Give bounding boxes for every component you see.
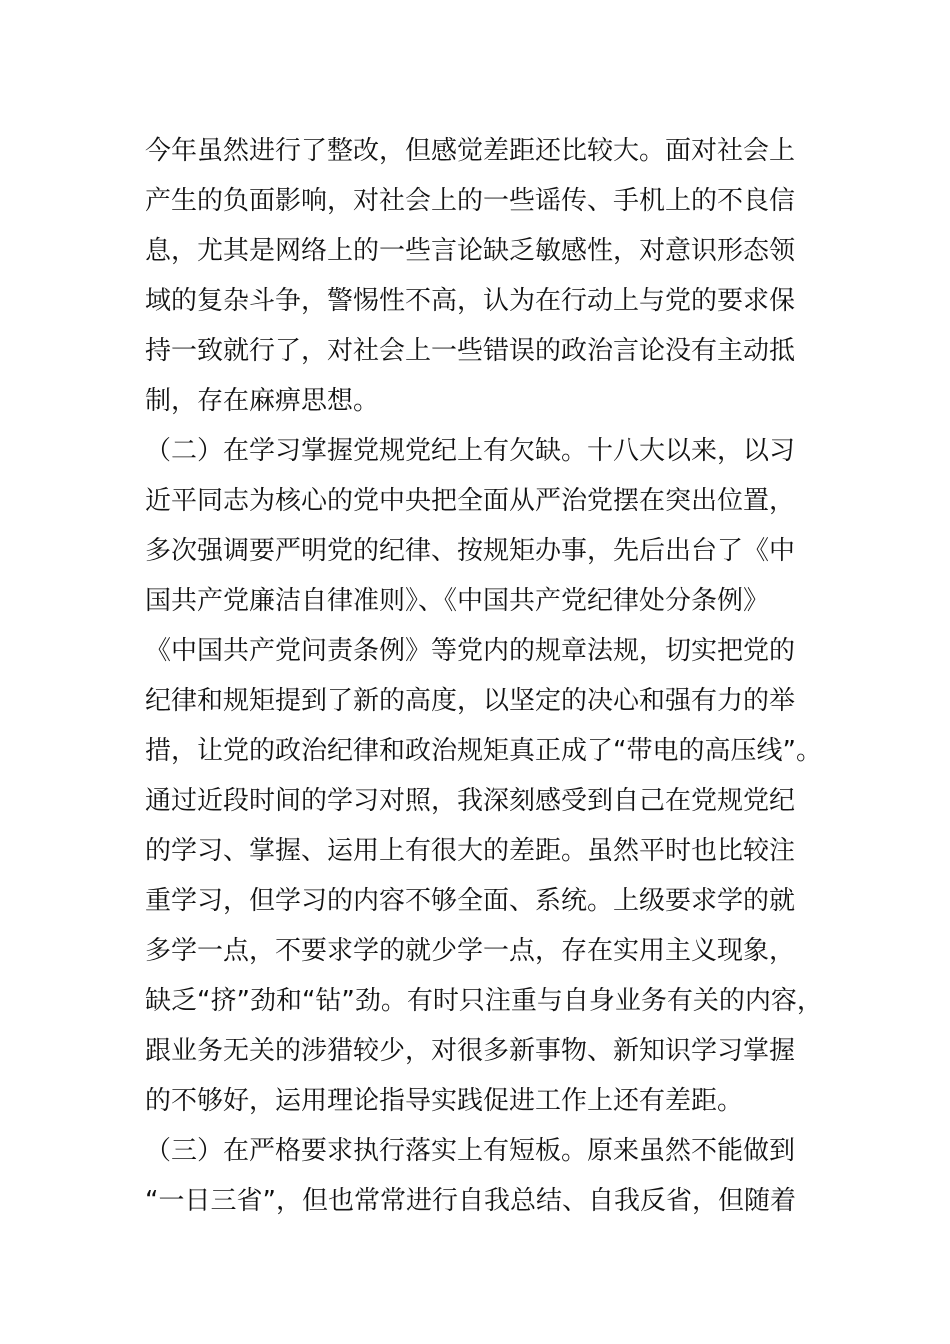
text-line: 跟业务无关的涉猎较少，对很多新事物、新知识学习掌握 — [145, 1036, 796, 1066]
text-line: 国共产党廉洁自律准则》、《中国共产党纪律处分条例》 — [145, 586, 770, 616]
text-line: 纪律和规矩提到了新的高度，以坚定的决心和强有力的举 — [145, 686, 796, 716]
text-line: 《中国共产党问责条例》等党内的规章法规，切实把党的 — [145, 636, 796, 666]
text-line: 多次强调要严明党的纪律、按规矩办事，先后出台了《中 — [145, 536, 796, 566]
section-heading-line: （三）在严格要求执行落实上有短板。原来虽然不能做到 — [145, 1136, 796, 1166]
section-heading-line: （二）在学习掌握党规党纪上有欠缺。十八大以来，以习 — [145, 436, 796, 466]
text-line: 近平同志为核心的党中央把全面从严治党摆在突出位置， — [145, 486, 796, 516]
text-line: 缺乏“挤”劲和“钻”劲。有时只注重与自身业务有关的内容， — [145, 986, 823, 1016]
text-line: 制，存在麻痹思想。 — [145, 386, 380, 416]
text-line: 持一致就行了，对社会上一些错误的政治言论没有主动抵 — [145, 336, 796, 366]
text-line: 的不够好，运用理论指导实践促进工作上还有差距。 — [145, 1086, 744, 1116]
text-line: 通过近段时间的学习对照，我深刻感受到自己在党规党纪 — [145, 786, 796, 816]
text-line: 多学一点，不要求学的就少学一点，存在实用主义现象， — [145, 936, 796, 966]
text-line: 重学习，但学习的内容不够全面、系统。上级要求学的就 — [145, 886, 796, 916]
text-line: 的学习、掌握、运用上有很大的差距。虽然平时也比较注 — [145, 836, 796, 866]
text-line: “一日三省”，但也常常进行自我总结、自我反省，但随着 — [145, 1186, 796, 1216]
text-line: 域的复杂斗争，警惕性不高，认为在行动上与党的要求保 — [145, 286, 796, 316]
text-line: 措，让党的政治纪律和政治规矩真正成了“带电的高压线”。 — [145, 736, 822, 766]
document-body — [145, 126, 845, 1226]
text-line: 产生的负面影响，对社会上的一些谣传、手机上的不良信 — [145, 186, 796, 216]
text-line: 今年虽然进行了整改，但感觉差距还比较大。面对社会上 — [145, 136, 796, 166]
text-line: 息，尤其是网络上的一些言论缺乏敏感性，对意识形态领 — [145, 236, 796, 266]
